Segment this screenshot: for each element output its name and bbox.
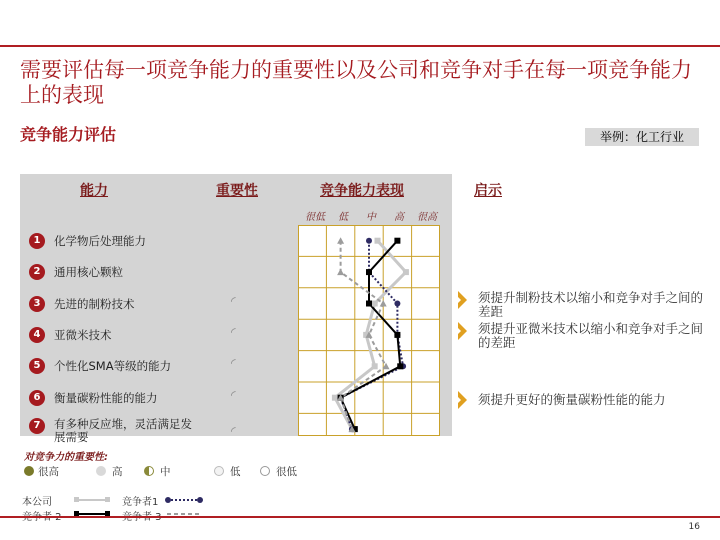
data-point <box>403 269 409 275</box>
performance-chart-svg <box>298 225 440 436</box>
chevron-right-icon <box>458 322 467 340</box>
scale-label: 高 <box>394 212 404 223</box>
top-rule <box>0 45 720 47</box>
row-number: 3 <box>29 296 45 312</box>
row-number: 5 <box>29 358 45 374</box>
importance-icon: ◜ <box>231 294 236 308</box>
series-swatch-competitor1 <box>164 495 204 505</box>
legend-level: 低 <box>230 466 241 478</box>
importance-legend-title: 对竞争力的重要性: <box>24 452 108 463</box>
very-low-dot-icon <box>260 466 270 476</box>
legend-level: 很低 <box>276 466 297 478</box>
low-dot-icon <box>214 466 224 476</box>
performance-chart <box>298 225 440 436</box>
row-label: 亚微米技术 <box>54 328 112 342</box>
importance-icon: ◜ <box>231 356 236 370</box>
row-label: 有多种反应堆，灵活满足发展需要 <box>54 417 192 444</box>
legend-level: 高 <box>112 466 123 478</box>
row-number: 2 <box>29 264 45 280</box>
data-point <box>366 238 372 244</box>
scale-label: 很高 <box>417 212 437 223</box>
very-high-dot-icon <box>24 466 34 476</box>
series-swatch-company <box>74 495 110 505</box>
header-ability: 能力 <box>80 183 108 199</box>
header-importance: 重要性 <box>216 183 258 199</box>
section-subtitle: 竞争能力评估 <box>20 125 117 144</box>
importance-icon: ◜ <box>231 424 236 438</box>
row-label: 衡量碳粉性能的能力 <box>54 391 158 405</box>
scale-label: 很低 <box>305 212 325 223</box>
series-legend-label: 竞争者1 <box>122 497 159 508</box>
page-number: 16 <box>688 522 700 532</box>
example-tag: 举例：化工行业 <box>585 128 699 146</box>
data-point <box>366 269 372 275</box>
series-legend-label: 本公司 <box>22 497 52 508</box>
data-point <box>394 301 400 307</box>
row-number: 4 <box>29 327 45 343</box>
row-label: 通用核心颗粒 <box>54 265 123 279</box>
header-insight: 启示 <box>474 183 502 199</box>
data-point <box>372 363 378 369</box>
data-point <box>375 238 381 244</box>
importance-icon: ◜ <box>231 388 236 402</box>
importance-icon: ◜ <box>231 325 236 339</box>
data-point <box>337 269 344 276</box>
row-label: 化学物后处理能力 <box>54 234 146 248</box>
medium-dot-icon <box>144 466 154 476</box>
data-point <box>332 395 338 401</box>
legend-level: 很高 <box>38 466 59 478</box>
scale-label: 低 <box>338 212 348 223</box>
data-point <box>337 237 344 244</box>
header-performance: 竞争能力表现 <box>320 183 404 199</box>
chevron-right-icon <box>458 291 467 309</box>
insight-text: 须提升更好的衡量碳粉性能的能力 <box>478 392 666 407</box>
insight-text: 须提升亚微米技术以缩小和竞争对手之间的差距 <box>478 321 704 350</box>
data-point <box>394 238 400 244</box>
row-label: 个性化SMA等级的能力 <box>54 359 172 373</box>
chevron-right-icon <box>458 391 467 409</box>
row-number: 7 <box>29 418 45 434</box>
bottom-rule <box>0 516 720 518</box>
high-dot-icon <box>96 466 106 476</box>
data-point <box>394 332 400 338</box>
page-title: 需要评估每一项竞争能力的重要性以及公司和竞争对手在每一项竞争能力上的表现 <box>20 58 692 107</box>
data-point <box>366 301 372 307</box>
row-label: 先进的制粉技术 <box>54 297 135 311</box>
legend-level: 中 <box>160 466 171 478</box>
row-number: 6 <box>29 390 45 406</box>
insight-text: 须提升制粉技术以缩小和竞争对手之间的差距 <box>478 290 704 319</box>
row-number: 1 <box>29 233 45 249</box>
scale-label: 中 <box>366 212 376 223</box>
data-point <box>397 363 403 369</box>
data-point <box>372 301 378 307</box>
